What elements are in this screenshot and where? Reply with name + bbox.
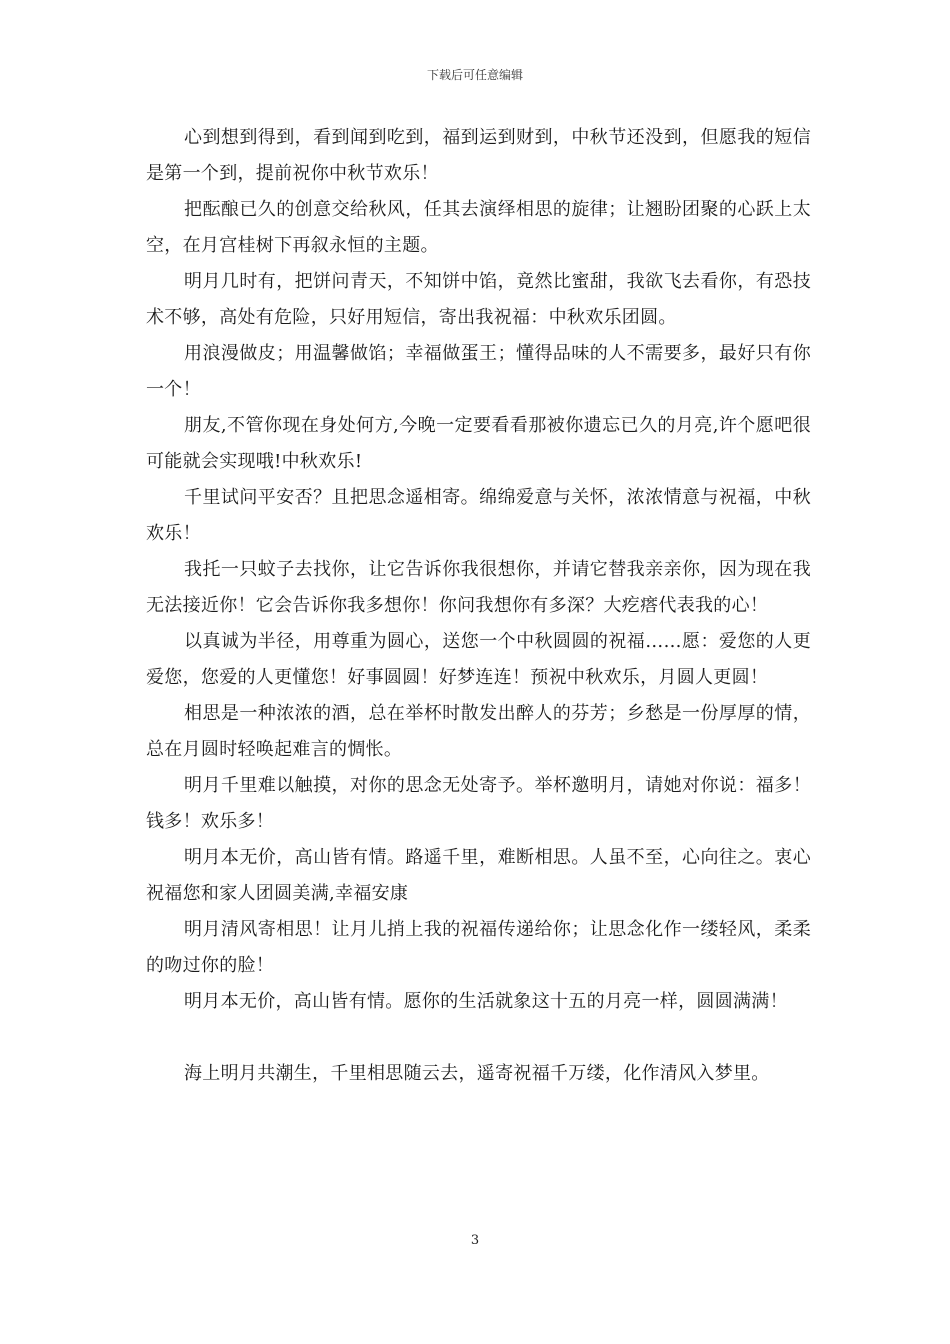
page-number: 3 <box>470 1233 480 1248</box>
paragraph: 明月千里难以触摸，对你的思念无处寄予。举杯邀明月，请她对你说：福多！钱多！欢乐多！ <box>146 775 811 832</box>
paragraph: 我托一只蚊子去找你，让它告诉你我很想你，并请它替我亲亲你，因为现在我无法接近你！它会告诉你我多想你！你问我想你有多深？大疙瘩代表我的心！ <box>146 559 811 616</box>
paragraph: 明月几时有，把饼问青天，不知饼中馅，竟然比蜜甜，我欲飞去看你，有恐技术不够，高处有危险，只好用短信，寄出我祝福：中秋欢乐团圆。 <box>146 271 811 328</box>
paragraph: 明月本无价，高山皆有情。愿你的生活就象这十五的月亮一样，圆圆满满！ <box>184 991 788 1012</box>
paragraph: 相思是一种浓浓的酒，总在举杯时散发出醉人的芬芳；乡愁是一份厚厚的情，总在月圆时轻唤起难言的惆怅。 <box>146 703 811 760</box>
paragraph: 心到想到得到，看到闻到吃到，福到运到财到，中秋节还没到，但愿我的短信是第一个到，提前祝你中秋节欢乐！ <box>146 127 811 184</box>
page-header: 下载后可任意编辑 <box>426 68 523 82</box>
paragraph: 把酝酿已久的创意交给秋风，任其去演绎相思的旋律；让翘盼团聚的心跃上太空，在月宫桂树下再叙永恒的主题。 <box>146 199 811 256</box>
paragraph: 明月本无价，高山皆有情。路遥千里，难断相思。人虽不至，心向往之。衷心祝福您和家人团圆美满,幸福安康 <box>146 847 811 904</box>
paragraph: 以真诚为半径，用尊重为圆心，送您一个中秋圆圆的祝福……愿：爱您的人更爱您，您爱的人更懂您！好事圆圆！好梦连连！预祝中秋欢乐，月圆人更圆！ <box>146 631 811 688</box>
paragraph: 用浪漫做皮；用温馨做馅；幸福做蛋王；懂得品味的人不需要多，最好只有你一个！ <box>146 343 811 400</box>
paragraph: 朋友,不管你现在身处何方,今晚一定要看看那被你遗忘已久的月亮,许个愿吧很可能就会实现哦!中秋欢乐! <box>146 415 811 472</box>
paragraph: 千里试问平安否？且把思念遥相寄。绵绵爱意与关怀，浓浓情意与祝福，中秋欢乐！ <box>146 487 811 544</box>
document-body <box>146 120 811 1092</box>
paragraph: 海上明月共潮生，千里相思随云去，遥寄祝福千万缕，化作清风入梦里。 <box>184 1063 770 1084</box>
paragraph: 明月清风寄相思！让月儿捎上我的祝福传递给你；让思念化作一缕轻风，柔柔的吻过你的脸！ <box>146 919 811 976</box>
